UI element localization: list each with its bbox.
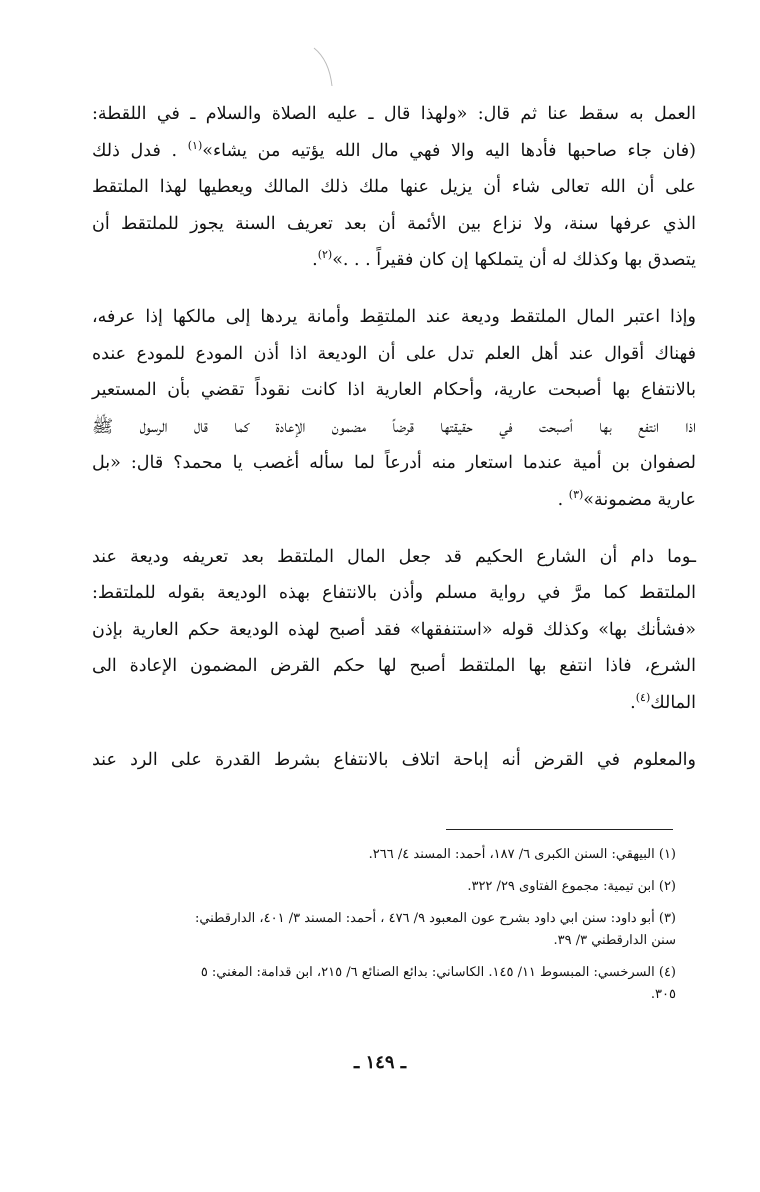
text-line — [92, 242, 696, 279]
footnote-3 — [92, 908, 676, 952]
line-text: (فان جاء صاحبها فأدها اليه والا فهي مال الله يؤتيه من يشاء» — [202, 140, 696, 161]
text-line: لصفوان بن أمية عندما استعار منه أدرعاً لما سأله أغصب يا محمد؟ قال: «بل — [92, 453, 696, 474]
paragraph-4 — [92, 742, 696, 779]
footnote-ref: (١) — [187, 138, 203, 152]
text-line — [92, 685, 696, 722]
scan-artifact-mark — [312, 46, 334, 88]
line-text: . — [312, 250, 318, 271]
line-text: . فدل ذلك — [92, 140, 178, 161]
paragraph-2 — [92, 299, 696, 519]
line-text: عارية مضمونة» — [583, 489, 696, 510]
text-line: اذا انتفع بها أصبحت في حقيقتها قرضاً مضمون الإعادة كما قال الرسول ﷺ — [92, 416, 696, 437]
footnote-ref: (٣) — [568, 488, 584, 502]
main-text — [92, 96, 696, 798]
text-line: الشرع، فاذا انتفع بها الملتقط أصبح لها حكم القرض المضمون الإعادة الى — [92, 656, 696, 677]
footnote-line: (٤) السرخسي: المبسوط ١١/ ١٤٥. الكاساني: بدائع الصنائع ٦/ ٢١٥، ابن قدامة: المغني: ٥ — [200, 965, 676, 980]
footnote-1 — [92, 844, 676, 866]
line-text: يتصدق بها وكذلك له أن يتملكها إن كان فقيراً . . .» — [332, 250, 696, 271]
text-line: «فشأنك بها» وكذلك قوله «استنفقها» فقد أصبح لهذه الوديعة حكم العارية بإذن — [92, 619, 696, 640]
footnote-ref: (٢) — [317, 248, 333, 262]
footnote-line: (٣) أبو داود: سنن ابي داود بشرح عون المعبود ٩/ ٤٧٦ ، أحمد: المسند ٣/ ٤٠١، الدارقطني: — [194, 911, 676, 926]
footnote-2 — [92, 876, 676, 898]
text-line: العمل به سقط عنا ثم قال: «ولهذا قال ـ عليه الصلاة والسلام ـ في اللقطة: — [92, 104, 696, 124]
line-text: . — [557, 489, 564, 510]
line-text: المالك — [650, 692, 696, 713]
footnotes — [92, 844, 676, 1016]
text-line — [92, 482, 696, 519]
text-line: ـوما دام أن الشارع الحكيم قد جعل المال الملتقط بعد تعريفه وديعة عند — [92, 546, 696, 567]
text-line: بالانتفاع بها أصبحت عارية، وأحكام العارية اذا كانت نقوداً تقضي بأن المستعير — [92, 380, 696, 401]
text-line: الذي عرفها سنة، ولا نزاع بين الأئمة أن بعد تعريف السنة يجوز للملتقط أن — [92, 213, 696, 234]
paragraph-1 — [92, 96, 696, 279]
page-number: ـ ١٤٩ ـ — [353, 1052, 407, 1073]
line-text: . — [630, 692, 636, 713]
paragraph-3 — [92, 539, 696, 722]
footnote-line: (١) البيهقي: السنن الكبرى ٦/ ١٨٧، أحمد: المسند ٤/ ٢٦٦. — [368, 847, 676, 862]
footnote-line: ٣٠٥. — [650, 987, 676, 1002]
text-line: فهناك أقوال عند أهل العلم تدل على أن الوديعة اذا أذن المودع للمودع عنده — [92, 343, 696, 364]
footnote-line: (٢) ابن تيمية: مجموع الفتاوى ٢٩/ ٣٢٢. — [467, 879, 676, 894]
text-line: الملتقط كما مرَّ في رواية مسلم وأذن بالانتفاع بهذه الوديعة بقوله للملتقط: — [92, 583, 696, 604]
text-line — [92, 133, 696, 170]
footnote-line: سنن الدارقطني ٣/ ٣٩. — [553, 933, 676, 948]
footnote-4 — [92, 962, 676, 1006]
footnote-divider — [446, 829, 673, 830]
text-line: وإذا اعتبر المال الملتقط وديعة عند الملتقِط وأمانة يردها إلى مالكها إذا عرفه، — [92, 306, 696, 327]
text-line: على أن الله تعالى شاء أن يزيل عنها ملك ذلك المالك ويعطيها لهذا الملتقط — [92, 177, 696, 198]
footnote-ref: (٤) — [635, 691, 651, 705]
text-line: والمعلوم في القرض أنه إباحة اتلاف بالانتفاع بشرط القدرة على الرد عند — [92, 749, 697, 770]
